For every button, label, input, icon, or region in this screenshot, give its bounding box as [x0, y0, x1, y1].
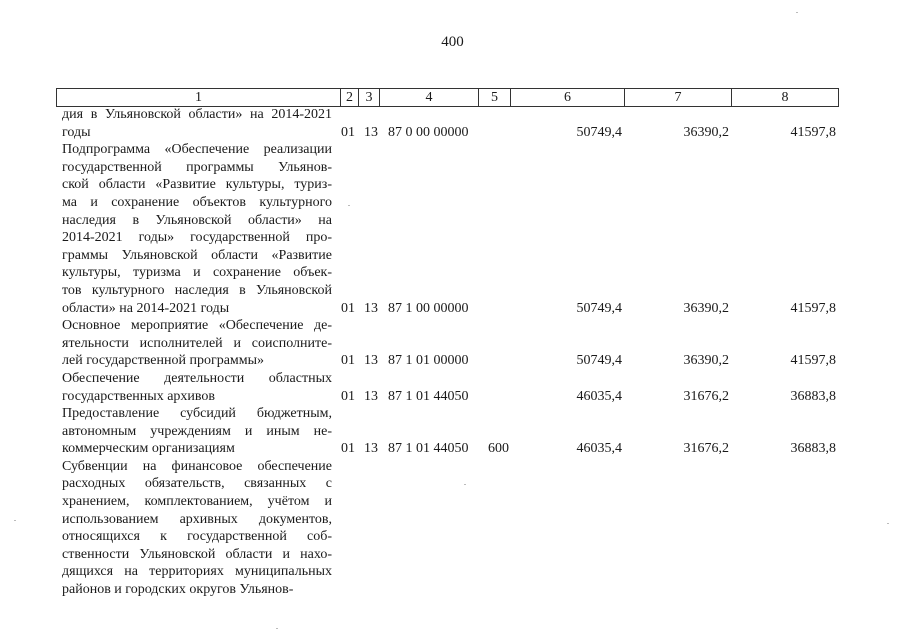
row-description — [62, 458, 332, 599]
table-row — [0, 141, 905, 317]
scan-speck — [276, 628, 278, 629]
description-line: Подпрограмма «Обеспечение реализации — [62, 142, 332, 158]
description-line: расходных обязательств, связанных с — [62, 476, 332, 492]
cell-rz: 01 — [341, 124, 355, 140]
description-line: ма и сохранение объектов культурного — [62, 194, 332, 210]
description-line: государственной программы Ульянов- — [62, 159, 332, 175]
description-line: годы — [62, 124, 91, 140]
cell-col-8: 36883,8 — [790, 388, 836, 404]
cell-csr: 87 1 00 00000 — [388, 300, 469, 316]
description-line: относящихся к государственной соб- — [62, 529, 332, 545]
description-line: Основное мероприятие «Обеспечение де- — [62, 318, 332, 334]
table-body — [0, 106, 905, 599]
page-number: 400 — [441, 34, 464, 50]
cell-col-6: 46035,4 — [576, 388, 622, 404]
description-line: тов культурного наследия в Ульяновской — [62, 282, 332, 298]
cell-col-8: 41597,8 — [790, 300, 836, 316]
description-line: Предоставление субсидий бюджетным, — [62, 406, 332, 422]
cell-pr: 13 — [364, 300, 378, 316]
description-line: государственных архивов — [62, 388, 216, 404]
scan-speck — [348, 205, 350, 206]
row-values — [0, 300, 905, 318]
row-description — [62, 141, 332, 317]
table-header — [56, 88, 839, 107]
cell-col-8: 36883,8 — [790, 441, 836, 457]
scan-speck — [14, 520, 16, 521]
cell-csr: 87 1 01 00000 — [388, 353, 469, 369]
header-col-1: 1 — [57, 89, 341, 106]
header-col-6: 6 — [511, 89, 625, 106]
description-line: лей государственной программы» — [62, 353, 265, 369]
header-col-3: 3 — [359, 89, 380, 106]
description-line: Субвенции на финансовое обеспечение — [62, 458, 332, 474]
cell-csr: 87 1 01 44050 — [388, 388, 469, 404]
header-col-7: 7 — [625, 89, 732, 106]
scan-speck — [464, 484, 466, 485]
cell-vr: 600 — [488, 441, 509, 457]
table-row — [0, 458, 905, 599]
row-values — [0, 581, 905, 599]
description-line: области» на 2014-2021 годы — [62, 300, 230, 316]
description-line: хранением, комплектованием, учётом и — [62, 494, 332, 510]
cell-csr: 87 1 01 44050 — [388, 441, 469, 457]
cell-col-7: 36390,2 — [683, 300, 729, 316]
header-col-4: 4 — [380, 89, 479, 106]
description-line: районов и городских округов Ульянов- — [62, 582, 294, 598]
cell-col-7: 31676,2 — [683, 388, 729, 404]
cell-col-7: 31676,2 — [683, 441, 729, 457]
cell-pr: 13 — [364, 388, 378, 404]
cell-rz: 01 — [341, 441, 355, 457]
scan-speck — [887, 523, 889, 524]
cell-col-6: 50749,4 — [576, 353, 622, 369]
description-line: автономным учреждениям и иным не- — [62, 423, 332, 439]
description-line: ятельности исполнителей и соисполните- — [62, 335, 332, 351]
row-values — [0, 352, 905, 370]
cell-col-7: 36390,2 — [683, 124, 729, 140]
cell-rz: 01 — [341, 300, 355, 316]
cell-rz: 01 — [341, 353, 355, 369]
table-row — [0, 317, 905, 370]
description-line: Обеспечение деятельности областных — [62, 370, 332, 386]
scan-speck — [796, 12, 798, 13]
cell-col-8: 41597,8 — [790, 353, 836, 369]
cell-col-6: 46035,4 — [576, 441, 622, 457]
table-row — [0, 370, 905, 405]
description-line: ственности Ульяновской области и нахо- — [62, 546, 332, 562]
header-col-2: 2 — [341, 89, 359, 106]
cell-col-6: 50749,4 — [576, 300, 622, 316]
cell-pr: 13 — [364, 124, 378, 140]
description-line: коммерческим организациям — [62, 441, 235, 457]
cell-pr: 13 — [364, 441, 378, 457]
description-line: граммы Ульяновской области «Развитие — [62, 247, 332, 263]
description-line: использованием архивных документов, — [62, 511, 332, 527]
description-line: культуры, туризма и сохранение объек- — [62, 265, 332, 281]
table-row — [0, 405, 905, 458]
description-line: наследия в Ульяновской области» на — [62, 212, 332, 228]
cell-rz: 01 — [341, 388, 355, 404]
header-col-5: 5 — [479, 89, 511, 106]
row-values — [0, 440, 905, 458]
cell-csr: 87 0 00 00000 — [388, 124, 469, 140]
description-line: дящихся на территориях муниципальных — [62, 564, 332, 580]
row-values — [0, 124, 905, 142]
cell-col-6: 50749,4 — [576, 124, 622, 140]
header-col-8: 8 — [732, 89, 839, 106]
cell-col-7: 36390,2 — [683, 353, 729, 369]
description-line: ской области «Развитие культуры, туриз- — [62, 177, 332, 193]
description-line: дия в Ульяновской области» на 2014-2021 — [62, 107, 332, 122]
cell-pr: 13 — [364, 353, 378, 369]
description-line: 2014-2021 годы» государственной про- — [62, 230, 332, 246]
cell-col-8: 41597,8 — [790, 124, 836, 140]
row-values — [0, 388, 905, 406]
table-row — [0, 106, 905, 141]
